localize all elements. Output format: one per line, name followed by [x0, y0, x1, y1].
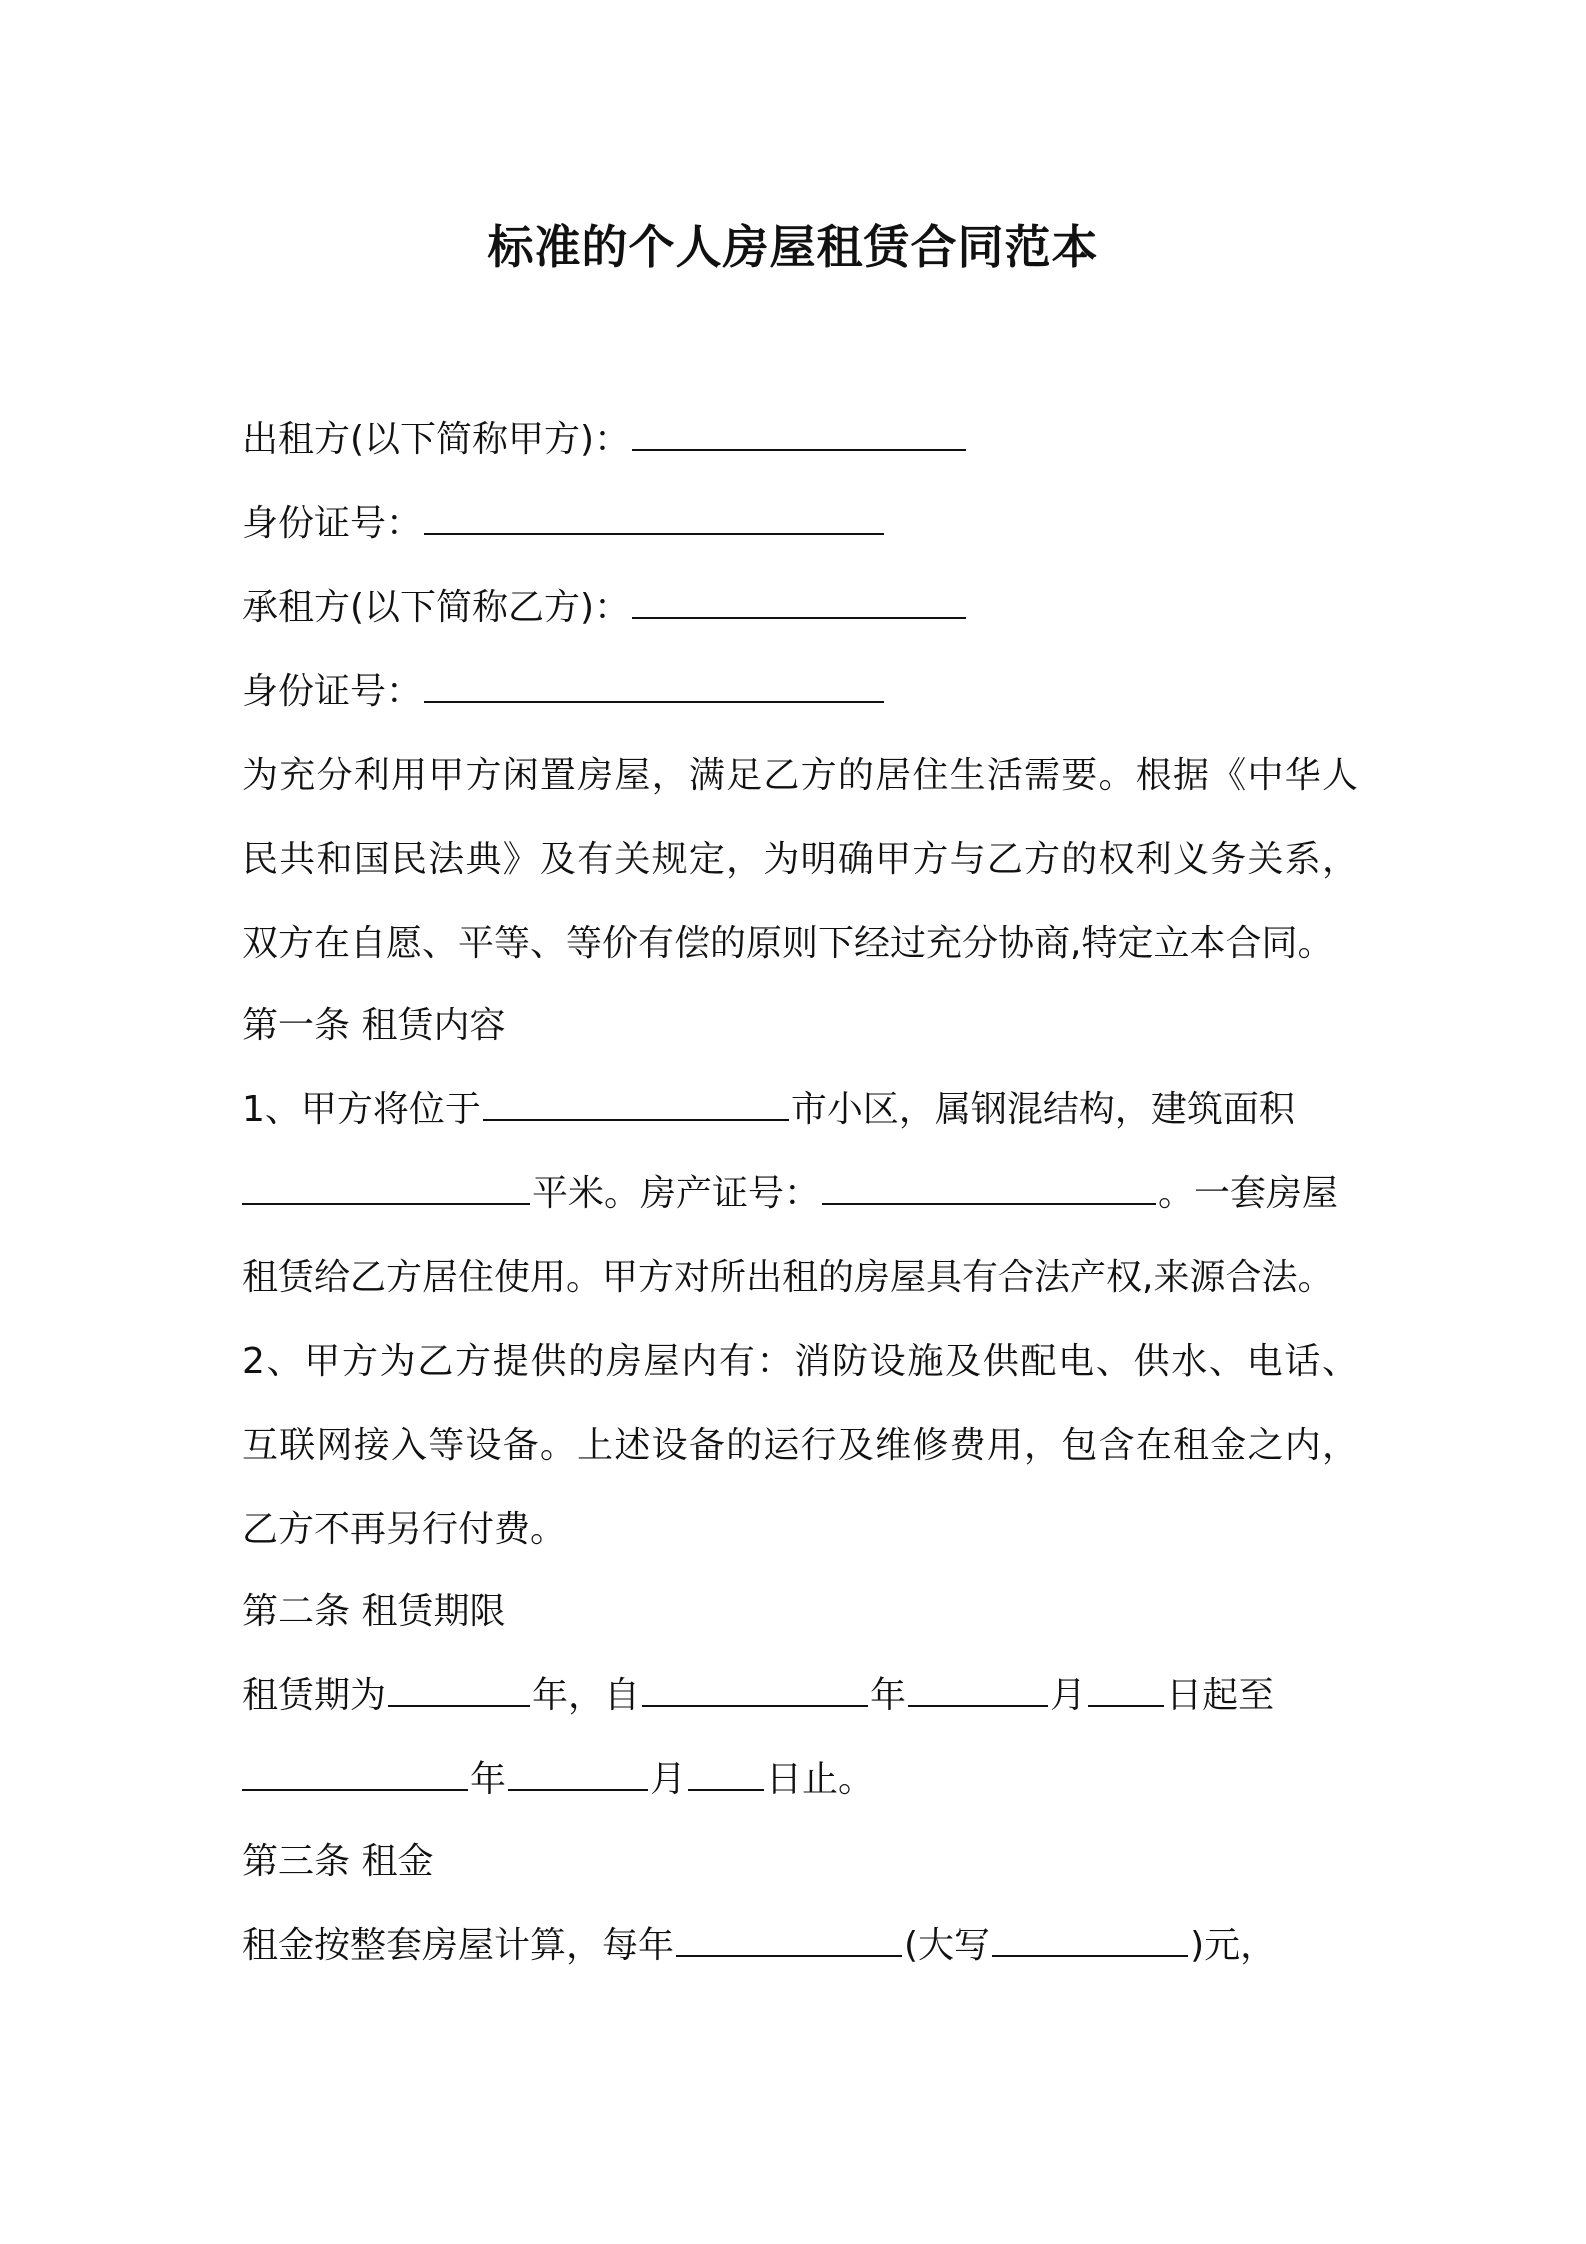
party-a-blank[interactable]: [632, 419, 966, 451]
party-b-line: [242, 566, 1358, 650]
article1-item1-text-2: 市小区，属钢混结构，建筑面积: [790, 1089, 1295, 1130]
article2-text-5: 日起至: [1166, 1675, 1275, 1716]
article3-text-3: )元，: [1190, 1925, 1277, 1966]
party-a-id-blank[interactable]: [424, 503, 884, 535]
party-b-id-blank[interactable]: [424, 671, 884, 703]
area-blank[interactable]: [242, 1173, 530, 1205]
article1-item1-line-3: 租赁给乙方居住使用。甲方对所出租的房屋具有合法产权,来源合法。: [242, 1257, 1334, 1298]
article2-text-7: 月: [650, 1759, 687, 1800]
article1-item2-line-3: 乙方不再另行付费。: [242, 1509, 567, 1550]
party-a-id-line: [242, 482, 1358, 566]
end-day-blank[interactable]: [688, 1759, 764, 1791]
party-b-id-label: 身份证号：: [242, 671, 423, 712]
article2-text-2: 年，自: [532, 1675, 641, 1716]
end-month-blank[interactable]: [508, 1759, 648, 1791]
party-b-id-line: [242, 650, 1358, 734]
article3-heading: 第三条 租金: [242, 1841, 434, 1882]
party-b-blank[interactable]: [632, 587, 966, 619]
article2-line-1: [242, 1654, 1358, 1738]
article1-item2-line-2: 互联网接入等设备。上述设备的运行及维修费用，包含在租金之内，: [242, 1425, 1358, 1466]
article1-item1-line-1: [242, 1068, 1358, 1152]
location-blank[interactable]: [483, 1089, 789, 1121]
article1-item1-text-1: 1、甲方将位于: [242, 1089, 481, 1130]
article2-text-1: 租赁期为: [242, 1675, 387, 1716]
start-day-blank[interactable]: [1088, 1675, 1164, 1707]
article2-text-8: 日止。: [766, 1759, 875, 1800]
article2-text-3: 年: [870, 1675, 907, 1716]
preamble-line-2: 民共和国民法典》及有关规定，为明确甲方与乙方的权利义务关系，: [242, 839, 1358, 880]
article3-text-2: (大写: [904, 1925, 991, 1966]
certificate-number-blank[interactable]: [822, 1173, 1156, 1205]
party-a-id-label: 身份证号：: [242, 503, 423, 544]
article2-text-4: 月: [1050, 1675, 1087, 1716]
party-a-label: 出租方(以下简称甲方)：: [242, 419, 631, 460]
article2-line-2: [242, 1738, 1358, 1822]
article2-text-6: 年: [470, 1759, 507, 1800]
start-year-blank[interactable]: [642, 1675, 868, 1707]
article1-heading: 第一条 租赁内容: [242, 1005, 506, 1046]
article1-item2-line-1: 2、甲方为乙方提供的房屋内有：消防设施及供配电、供水、电话、: [242, 1341, 1358, 1382]
annual-rent-uppercase-blank[interactable]: [992, 1925, 1188, 1957]
annual-rent-blank[interactable]: [676, 1925, 902, 1957]
article1-item1-text-3: 平米。房产证号：: [532, 1173, 821, 1214]
preamble-line-1: 为充分利用甲方闲置房屋，满足乙方的居住生活需要。根据《中华人: [242, 755, 1358, 796]
article1-item1-text-4: 。一套房屋: [1158, 1173, 1339, 1214]
party-a-line: [242, 398, 1358, 482]
article2-heading: 第二条 租赁期限: [242, 1591, 506, 1632]
article3-line-1: [242, 1904, 1358, 1988]
article3-text-1: 租金按整套房屋计算，每年: [242, 1925, 675, 1966]
preamble-line-3: 双方在自愿、平等、等价有偿的原则下经过充分协商,特定立本合同。: [242, 923, 1334, 964]
term-years-blank[interactable]: [388, 1675, 530, 1707]
article1-item1-line-2: [242, 1152, 1358, 1236]
party-b-label: 承租方(以下简称乙方)：: [242, 587, 631, 628]
start-month-blank[interactable]: [908, 1675, 1048, 1707]
end-year-blank[interactable]: [242, 1759, 468, 1791]
document-title: 标准的个人房屋租赁合同范本: [487, 220, 1099, 274]
